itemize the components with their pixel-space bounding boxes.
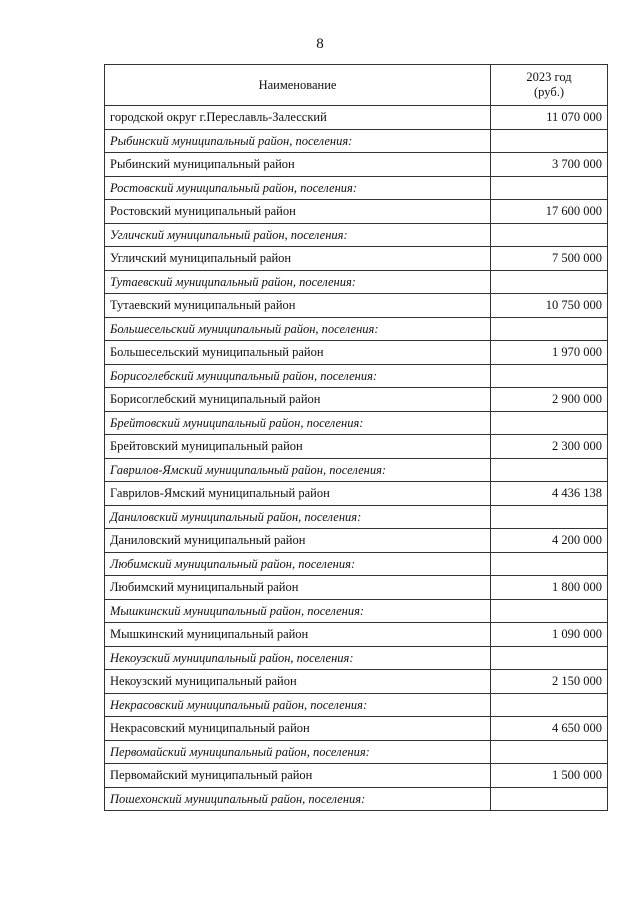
amount-cell: 17 600 000 xyxy=(491,200,608,224)
district-name-cell: Угличский муниципальный район xyxy=(105,247,491,271)
table-row xyxy=(105,247,608,271)
group-heading-cell: Любимский муниципальный район, поселения: xyxy=(105,553,491,576)
group-heading-cell: Брейтовский муниципальный район, поселения: xyxy=(105,412,491,435)
amount-cell: 1 090 000 xyxy=(491,623,608,647)
amount-cell xyxy=(491,600,608,623)
table-row xyxy=(105,482,608,506)
amount-cell xyxy=(491,788,608,811)
table-group-row xyxy=(105,553,608,576)
header-year xyxy=(491,65,608,106)
group-heading-cell: Борисоглебский муниципальный район, поселения: xyxy=(105,365,491,388)
table-row xyxy=(105,294,608,318)
amount-cell xyxy=(491,741,608,764)
district-name-cell: Первомайский муниципальный район xyxy=(105,764,491,788)
district-name-cell: Рыбинский муниципальный район xyxy=(105,153,491,177)
group-heading-cell: Тутаевский муниципальный район, поселения: xyxy=(105,271,491,294)
table-row xyxy=(105,717,608,741)
group-heading-cell: Даниловский муниципальный район, поселения: xyxy=(105,506,491,529)
amount-cell: 4 200 000 xyxy=(491,529,608,553)
group-heading-cell: Ростовский муниципальный район, поселения: xyxy=(105,177,491,200)
group-heading-cell: Рыбинский муниципальный район, поселения: xyxy=(105,130,491,153)
table-row xyxy=(105,623,608,647)
amount-cell: 10 750 000 xyxy=(491,294,608,318)
table-row xyxy=(105,106,608,130)
table-group-row xyxy=(105,600,608,623)
group-heading-cell: Большесельский муниципальный район, поселения: xyxy=(105,318,491,341)
district-name-cell: Некоузский муниципальный район xyxy=(105,670,491,694)
amount-cell xyxy=(491,271,608,294)
district-name-cell: Ростовский муниципальный район xyxy=(105,200,491,224)
amount-cell: 3 700 000 xyxy=(491,153,608,177)
table-row xyxy=(105,153,608,177)
amount-cell xyxy=(491,647,608,670)
amount-cell: 1 500 000 xyxy=(491,764,608,788)
district-name-cell: Тутаевский муниципальный район xyxy=(105,294,491,318)
table-row xyxy=(105,200,608,224)
table-row xyxy=(105,764,608,788)
amount-cell: 7 500 000 xyxy=(491,247,608,271)
table-body xyxy=(105,106,608,811)
amount-cell: 2 900 000 xyxy=(491,388,608,412)
table-group-row xyxy=(105,741,608,764)
table-row xyxy=(105,435,608,459)
amount-cell xyxy=(491,130,608,153)
table-row xyxy=(105,388,608,412)
table-group-row xyxy=(105,365,608,388)
table-group-row xyxy=(105,647,608,670)
amount-cell xyxy=(491,553,608,576)
table-group-row xyxy=(105,694,608,717)
amount-cell: 2 300 000 xyxy=(491,435,608,459)
header-year-unit: (руб.) xyxy=(534,85,564,99)
table-header xyxy=(105,65,608,106)
group-heading-cell: Первомайский муниципальный район, поселения: xyxy=(105,741,491,764)
district-name-cell: Некрасовский муниципальный район xyxy=(105,717,491,741)
district-name-cell: Большесельский муниципальный район xyxy=(105,341,491,365)
amount-cell: 4 436 138 xyxy=(491,482,608,506)
header-row xyxy=(105,65,608,106)
amount-cell xyxy=(491,318,608,341)
amount-cell xyxy=(491,694,608,717)
district-name-cell: Любимский муниципальный район xyxy=(105,576,491,600)
table-group-row xyxy=(105,788,608,811)
district-name-cell: Гаврилов-Ямский муниципальный район xyxy=(105,482,491,506)
amount-cell: 4 650 000 xyxy=(491,717,608,741)
table-row xyxy=(105,576,608,600)
district-name-cell: Борисоглебский муниципальный район xyxy=(105,388,491,412)
table-group-row xyxy=(105,224,608,247)
group-heading-cell: Некоузский муниципальный район, поселения: xyxy=(105,647,491,670)
table-group-row xyxy=(105,271,608,294)
amount-cell xyxy=(491,506,608,529)
group-heading-cell: Пошехонский муниципальный район, поселения: xyxy=(105,788,491,811)
amount-cell: 11 070 000 xyxy=(491,106,608,130)
table-group-row xyxy=(105,459,608,482)
header-year-label: 2023 год xyxy=(526,70,572,84)
group-heading-cell: Гаврилов-Ямский муниципальный район, поселения: xyxy=(105,459,491,482)
district-name-cell: городской округ г.Переславль-Залесский xyxy=(105,106,491,130)
table-group-row xyxy=(105,318,608,341)
table-row xyxy=(105,670,608,694)
table-group-row xyxy=(105,177,608,200)
header-name: Наименование xyxy=(105,65,491,106)
group-heading-cell: Некрасовский муниципальный район, поселения: xyxy=(105,694,491,717)
group-heading-cell: Мышкинский муниципальный район, поселения: xyxy=(105,600,491,623)
amount-cell xyxy=(491,459,608,482)
page-number: 8 xyxy=(316,36,324,52)
table-row xyxy=(105,341,608,365)
district-name-cell: Брейтовский муниципальный район xyxy=(105,435,491,459)
amount-cell xyxy=(491,365,608,388)
table-row xyxy=(105,529,608,553)
amount-cell xyxy=(491,224,608,247)
amount-cell: 2 150 000 xyxy=(491,670,608,694)
budget-table xyxy=(104,64,608,811)
amount-cell: 1 970 000 xyxy=(491,341,608,365)
group-heading-cell: Угличский муниципальный район, поселения: xyxy=(105,224,491,247)
table-group-row xyxy=(105,412,608,435)
district-name-cell: Даниловский муниципальный район xyxy=(105,529,491,553)
amount-cell xyxy=(491,177,608,200)
district-name-cell: Мышкинский муниципальный район xyxy=(105,623,491,647)
table-group-row xyxy=(105,130,608,153)
table-group-row xyxy=(105,506,608,529)
amount-cell: 1 800 000 xyxy=(491,576,608,600)
amount-cell xyxy=(491,412,608,435)
